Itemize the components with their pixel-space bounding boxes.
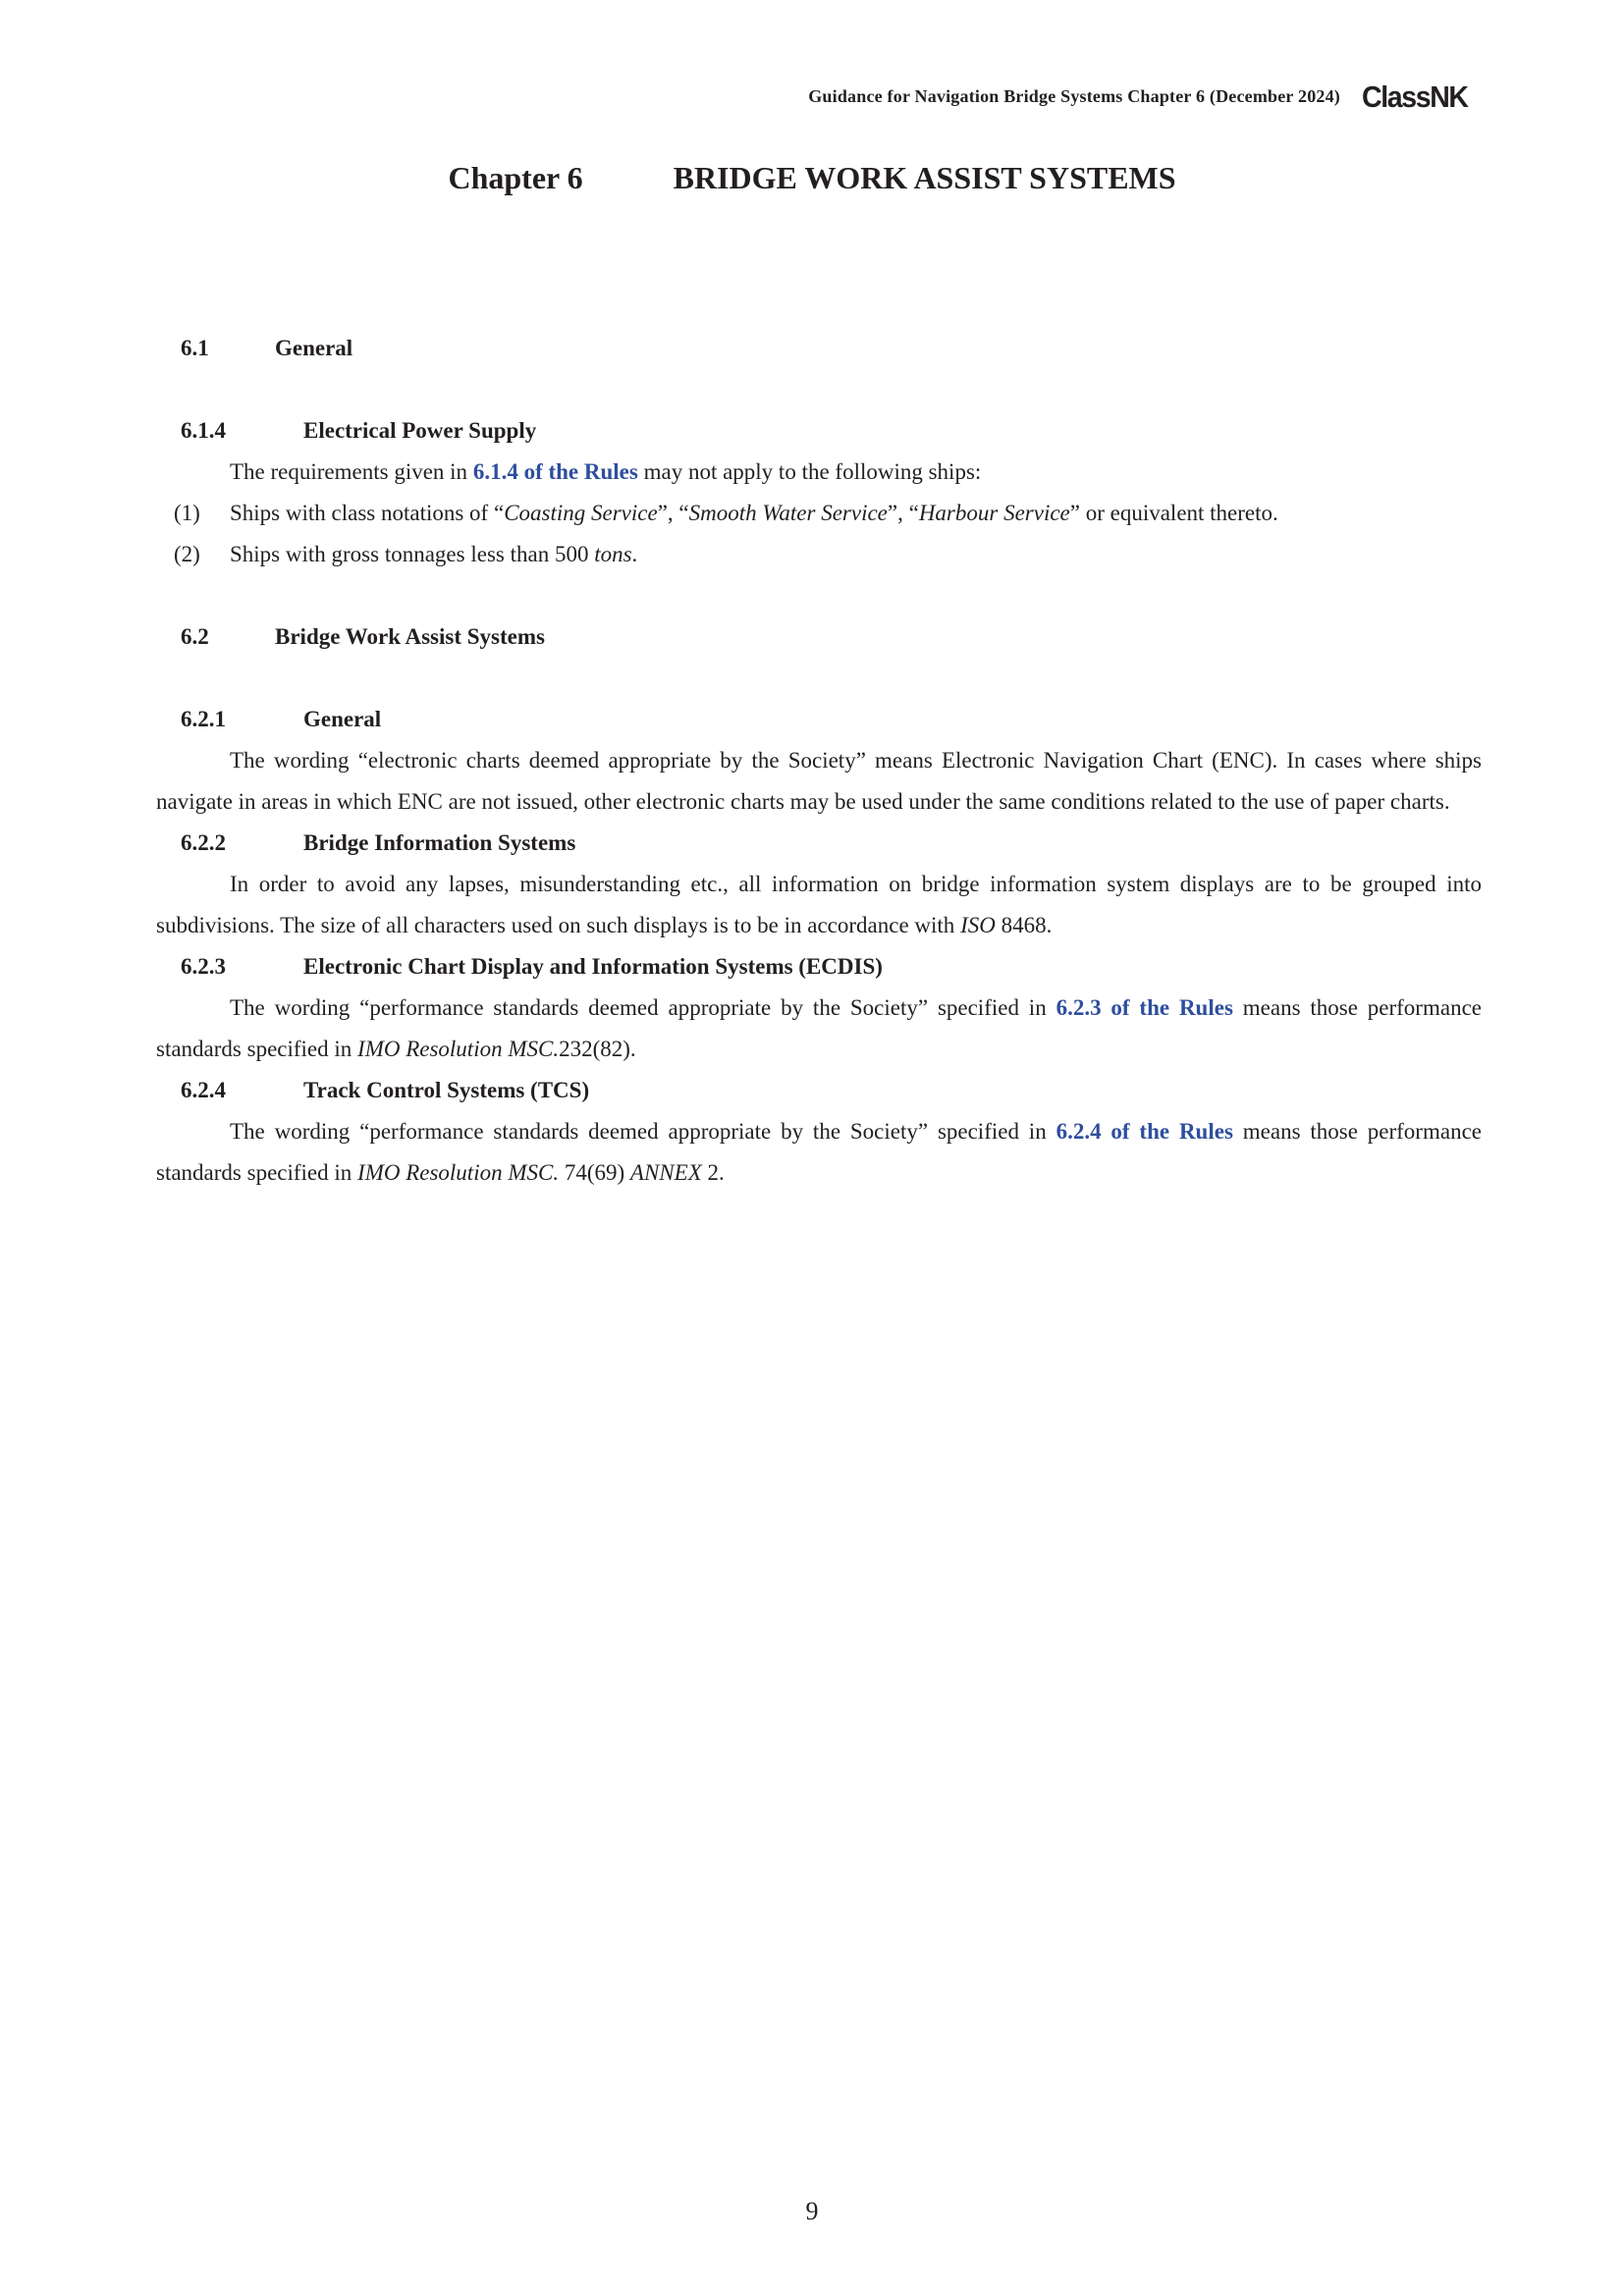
subsection-title: Bridge Information Systems [303, 830, 576, 855]
paragraph-6-1-4-intro: The requirements given in 6.1.4 of the Rules may not apply to the following ships: [230, 459, 982, 484]
paragraph-6-2-2: In order to avoid any lapses, misunderstanding etc., all information on bridge information system displays are to be grouped into subdivisions. The size of all characters used on such displays is to be in accordance with ISO 8468. [156, 872, 1482, 937]
document-body [156, 328, 1482, 1194]
paragraph-6-2-3: The wording “performance standards deemed appropriate by the Society” specified in 6.2.3 of the Rules means those performance standards specified in IMO Resolution MSC.232(82). [156, 995, 1482, 1061]
subsection-number: 6.2.2 [181, 830, 226, 855]
list-marker: (1) [174, 501, 200, 525]
subsection-heading-6-2-1 [156, 699, 1482, 740]
list-item [156, 493, 1482, 534]
subsection-title: General [303, 707, 382, 731]
rules-reference-link[interactable]: 6.2.4 of the Rules [1056, 1119, 1233, 1144]
chapter-title [0, 160, 1624, 196]
running-title: Guidance for Navigation Bridge Systems Chapter 6 (December 2024) [808, 85, 1340, 106]
subsection-title: Track Control Systems (TCS) [303, 1078, 590, 1102]
subsection-heading-6-2-4 [156, 1070, 1482, 1111]
section-title: General [275, 336, 353, 360]
subsection-heading-6-1-4 [156, 410, 1482, 452]
subsection-number: 6.2.4 [181, 1078, 226, 1102]
subsection-heading-6-2-3 [156, 946, 1482, 988]
subsection-heading-6-2-2 [156, 823, 1482, 864]
subsection-title: Electrical Power Supply [303, 418, 537, 443]
list-marker: (2) [174, 542, 200, 566]
subsection-number: 6.2.1 [181, 707, 226, 731]
list-item [156, 534, 1482, 575]
subsection-title: Electronic Chart Display and Information Systems (ECDIS) [303, 954, 883, 979]
section-number: 6.1 [181, 336, 209, 360]
section-heading-6-2 [156, 616, 1482, 658]
list-item-text: Ships with gross tonnages less than 500 tons. [230, 542, 638, 566]
rules-reference-link[interactable]: 6.2.3 of the Rules [1056, 995, 1233, 1020]
list-item-text: Ships with class notations of “Coasting Service”, “Smooth Water Service”, “Harbour Service” or equivalent thereto. [230, 501, 1278, 525]
paragraph-6-2-4: The wording “performance standards deemed appropriate by the Society” specified in 6.2.4 of the Rules means those performance standards specified in IMO Resolution MSC. 74(69) ANNEX 2. [156, 1119, 1482, 1185]
paragraph-6-2-1: The wording “electronic charts deemed appropriate by the Society” means Electronic Navigation Chart (ENC). In cases where ships navigate in areas in which ENC are not issued, other electronic charts may be used under the same conditions related to the use of paper charts. [156, 748, 1482, 814]
section-heading-6-1 [156, 328, 1482, 369]
running-header [808, 79, 1477, 114]
subsection-number: 6.1.4 [181, 418, 226, 443]
classnk-logo: ClassNK [1362, 79, 1468, 114]
section-number: 6.2 [181, 624, 209, 649]
subsection-number: 6.2.3 [181, 954, 226, 979]
rules-reference-link[interactable]: 6.1.4 of the Rules [472, 459, 638, 484]
page-number: 9 [805, 2197, 819, 2225]
chapter-number: Chapter 6 [448, 160, 583, 195]
chapter-name: BRIDGE WORK ASSIST SYSTEMS [673, 160, 1176, 195]
section-title: Bridge Work Assist Systems [275, 624, 545, 649]
